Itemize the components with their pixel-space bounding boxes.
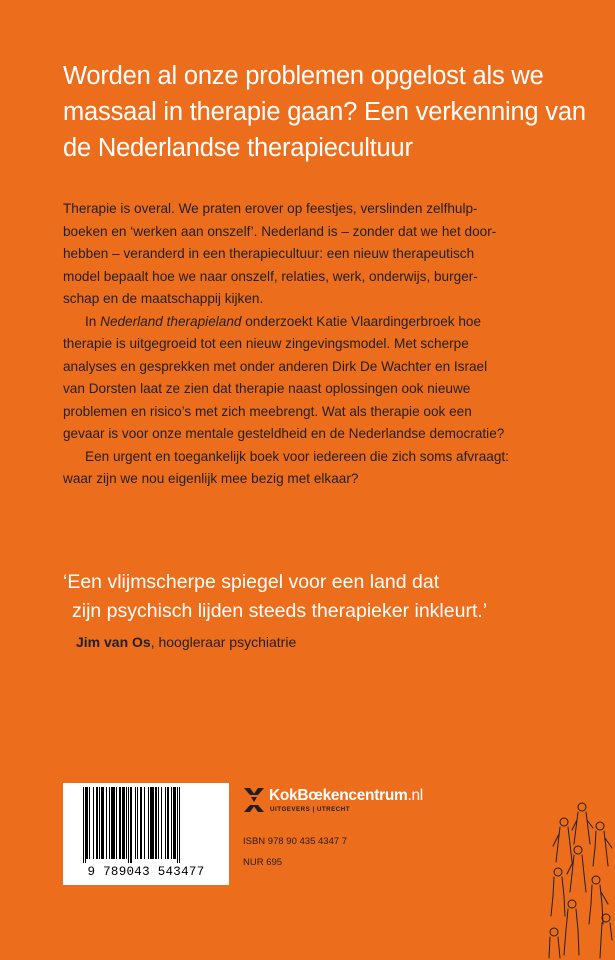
blurb-paragraph-3: [63, 446, 583, 491]
barcode-bar: [99, 787, 100, 859]
barcode-bar: [179, 787, 180, 863]
blurb-line: waar zijn we nou eigenlijk mee bezig met elkaar?: [63, 471, 359, 486]
nur-code: NUR 695: [243, 857, 283, 868]
blurb-paragraph-2: [63, 311, 583, 446]
blurb-line: van Dorsten laat ze zien dat therapie naast oplossingen ook nieuwe: [63, 381, 471, 396]
barcode-bar: [177, 787, 178, 863]
blurb-text-segment: onderzoekt Katie Vlaardingerbroek hoe: [241, 313, 482, 329]
blurb-text: [63, 198, 583, 491]
blurb-line: analyses en gesprekken met onder anderen Dirk De Wachter en Israel: [63, 358, 488, 374]
barcode-bar: [119, 787, 121, 859]
barcode-bar: [130, 787, 132, 863]
barcode-bar: [167, 787, 169, 859]
barcode-bar: [148, 787, 149, 859]
barcode-bar: [173, 787, 176, 859]
barcode-bar: [93, 787, 94, 859]
barcode-bar: [140, 787, 142, 859]
blurb-line: problemen en risico’s met zich meebrengt. Wat als therapie ook een: [63, 403, 472, 419]
barcode-bar: [137, 787, 138, 859]
barcode-bar: [86, 787, 88, 859]
blurb-paragraph-1: [63, 198, 583, 311]
blurb-line: model bepaalt hoe we naar onszelf, relaties, werk, onderwijs, burger-: [63, 268, 478, 284]
publisher-name: [269, 787, 423, 805]
quote-line: zijn psychisch lijden steeds therapieker inkleurt.’: [72, 600, 488, 622]
quote-line: ‘Een vlijmscherpe spiegel voor een land dat: [63, 571, 440, 593]
barcode-bar: [109, 787, 110, 859]
barcode-bar: [126, 787, 127, 859]
barcode-bar: [158, 787, 159, 859]
barcode-bar: [135, 787, 136, 859]
barcode-bar: [161, 787, 162, 859]
blurb-text-segment: In: [85, 313, 101, 329]
barcode-bar: [83, 787, 84, 863]
barcode-bar: [89, 787, 90, 859]
headline-line: de Nederlandse therapiecultuur: [63, 134, 413, 162]
barcode-bar: [144, 787, 145, 859]
barcode: [63, 783, 229, 885]
headline-line: massaal in therapie gaan? Een verkenning van: [63, 98, 586, 126]
book-title: Nederland therapieland: [100, 313, 242, 329]
barcode-bar: [122, 787, 125, 859]
kok-boekencentrum-logo-icon: [242, 785, 266, 815]
back-cover-headline: [63, 58, 603, 166]
barcode-bar: [101, 787, 104, 859]
publisher-subtitle: UITGEVERS | UTRECHT: [270, 806, 350, 813]
blurb-line: hebben – veranderd in een therapiecultuur: een nieuw therapeutisch: [63, 246, 475, 261]
barcode-bar: [155, 787, 157, 859]
blurb-line: schap en de maatschappij kijken.: [63, 291, 264, 306]
review-quote: [63, 568, 583, 626]
isbn-number: ISBN 978 90 435 4347 7: [243, 836, 348, 847]
blurb-line: [63, 311, 583, 334]
blurb-line: gevaar is voor onze mentale gesteldheid en de Nederlandse democratie?: [63, 426, 505, 441]
barcode-bars: [83, 787, 209, 863]
barcode-bar: [171, 787, 172, 859]
barcode-bar: [165, 787, 166, 859]
publisher-tld: .nl: [407, 787, 423, 804]
barcode-bar: [150, 787, 154, 859]
barcode-number: 9 789043 543477: [87, 865, 205, 879]
quote-author: Jim van Os: [76, 634, 151, 650]
headline-line: Worden al onze problemen opgelost als we: [63, 62, 544, 90]
publisher-name-text: KokBœkencentrum: [269, 787, 408, 804]
barcode-bar: [111, 787, 115, 859]
barcode-bar: [96, 787, 98, 859]
blurb-line: boeken en ‘werken aan onszelf’. Nederland is – zonder dat we het door-: [63, 223, 497, 239]
blurb-line: therapie is uitgegroeid tot een nieuw zingevingsmodel. Met scherpe: [63, 336, 469, 351]
quote-author-role: , hoogleraar psychiatrie: [150, 634, 297, 650]
quote-attribution: [76, 634, 296, 650]
barcode-bar: [116, 787, 117, 859]
barcode-bar: [85, 787, 86, 863]
barcode-bar: [128, 787, 129, 863]
walking-people-illustration: [548, 800, 615, 960]
blurb-line: Een urgent en toegankelijk boek voor iedereen die zich soms afvraagt:: [85, 448, 509, 464]
blurb-line: Therapie is overal. We praten erover op feestjes, verslinden zelfhulp-: [63, 201, 478, 216]
barcode-bar: [106, 787, 107, 859]
